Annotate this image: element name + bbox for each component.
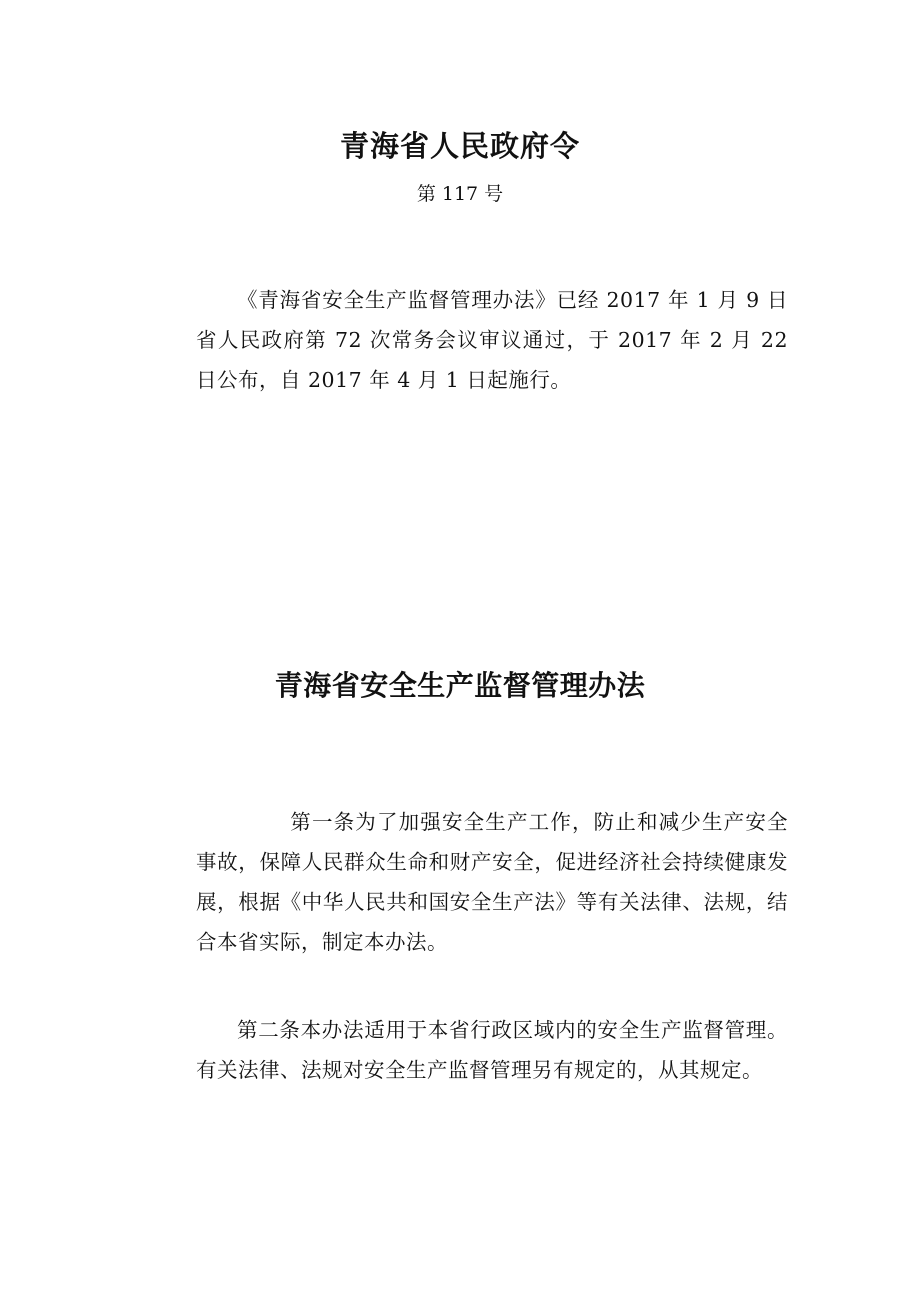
announcement-paragraph: 《青海省安全生产监督管理办法》已经 2017 年 1 月 9 日省人民政府第 72 次常务会议审议通过，于 2017 年 2 月 22 日公布，自 2017 年 4 月 1 日起施行。	[196, 288, 788, 392]
regulation-title: 青海省安全生产监督管理办法	[274, 669, 646, 702]
article-1-paragraph: 第一条为了加强安全生产工作，防止和减少生产安全事故，保障人民群众生命和财产安全，促进经济社会持续健康发展，根据《中华人民共和国安全生产法》等有关法律、法规，结合本省实际，制定本办法。	[196, 810, 788, 954]
order-number: 第 117 号	[416, 183, 504, 205]
article-2-paragraph: 第二条本办法适用于本省行政区域内的安全生产监督管理。有关法律、法规对安全生产监督管理另有规定的，从其规定。	[196, 1018, 788, 1082]
order-title: 青海省人民政府令	[339, 129, 580, 163]
